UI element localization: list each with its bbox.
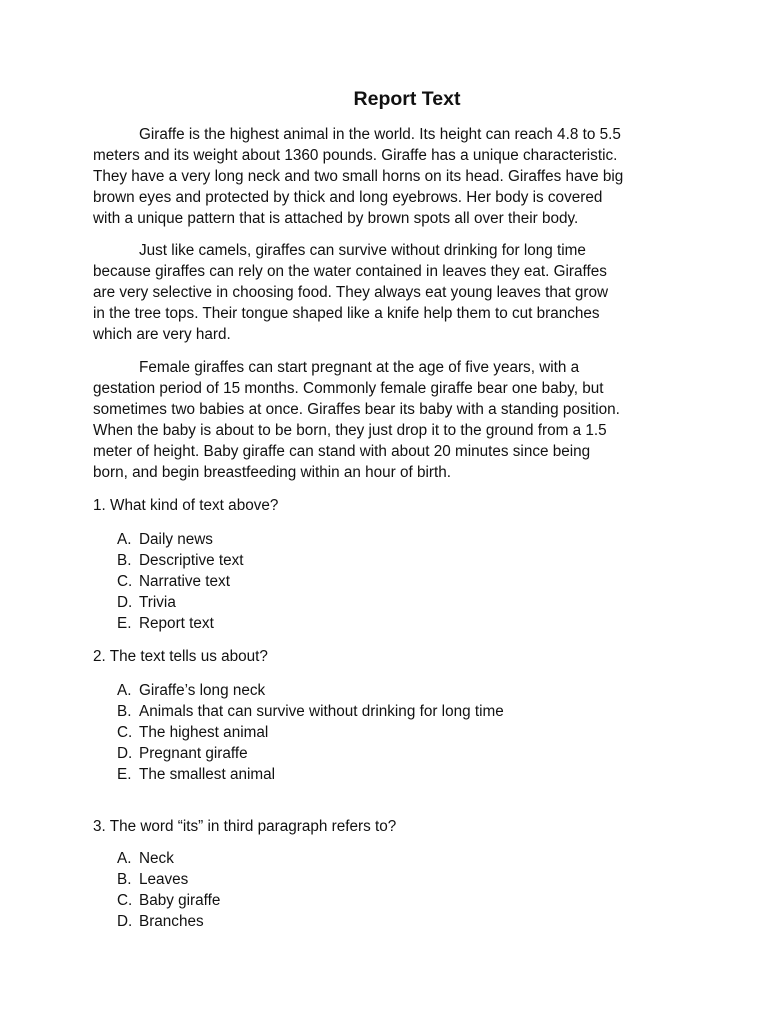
paragraph-3 <box>93 358 681 483</box>
option-letter: D. <box>117 594 133 611</box>
question-3: 3. The word “its” in third paragraph refers to? <box>93 818 397 835</box>
paragraph-line: which are very hard. <box>93 325 231 343</box>
paragraph-line: When the baby is about to be born, they just drop it to the ground from a 1.5 <box>93 421 607 439</box>
option-letter: D. <box>117 913 133 930</box>
option-c <box>117 722 504 743</box>
paragraph-line: because giraffes can rely on the water contained in leaves they eat. Giraffes <box>93 262 607 280</box>
paragraph-line: They have a very long neck and two small horns on its head. Giraffes have big <box>93 167 624 185</box>
question-2: 2. The text tells us about? <box>93 648 268 665</box>
paragraph-line: meter of height. Baby giraffe can stand with about 20 minutes since being <box>93 442 591 460</box>
paragraph-1 <box>93 125 681 230</box>
option-letter: C. <box>117 573 133 590</box>
paragraph-line: Female giraffes can start pregnant at the age of five years, with a <box>139 359 580 376</box>
option-text: Leaves <box>139 871 189 888</box>
option-text: The smallest animal <box>139 766 276 783</box>
option-c <box>117 571 244 592</box>
option-text: The highest animal <box>139 724 269 741</box>
option-text: Trivia <box>139 594 176 611</box>
paragraph-line: meters and its weight about 1360 pounds. Giraffe has a unique characteristic. <box>93 146 618 164</box>
option-a <box>117 680 504 701</box>
paragraph-line: in the tree tops. Their tongue shaped like a knife help them to cut branches <box>93 304 600 322</box>
question-3-options <box>117 848 220 932</box>
paragraph-line: born, and begin breastfeeding within an hour of birth. <box>93 463 452 481</box>
option-text: Narrative text <box>139 573 230 590</box>
option-letter: B. <box>117 552 132 569</box>
option-letter: E. <box>117 615 132 632</box>
option-text: Neck <box>139 850 174 867</box>
option-text: Branches <box>139 913 204 930</box>
page-title: Report Text <box>353 88 461 110</box>
option-a <box>117 848 220 869</box>
option-letter: A. <box>117 531 132 548</box>
paragraph-line: are very selective in choosing food. They always eat young leaves that grow <box>93 283 609 301</box>
option-text: Baby giraffe <box>139 892 221 909</box>
option-text: Pregnant giraffe <box>139 745 248 762</box>
option-letter: C. <box>117 892 133 909</box>
option-d <box>117 592 244 613</box>
question-1-options <box>117 529 244 634</box>
option-text: Report text <box>139 615 214 632</box>
option-b <box>117 869 220 890</box>
option-letter: C. <box>117 724 133 741</box>
paragraph-line: with a unique pattern that is attached by brown spots all over their body. <box>93 209 579 227</box>
option-b <box>117 550 244 571</box>
option-letter: A. <box>117 850 132 867</box>
option-text: Daily news <box>139 531 213 548</box>
option-text: Descriptive text <box>139 552 244 569</box>
option-text: Animals that can survive without drinking for long time <box>139 703 504 720</box>
paragraph-line: Just like camels, giraffes can survive without drinking for long time <box>139 242 586 259</box>
option-d <box>117 743 504 764</box>
option-letter: B. <box>117 871 132 888</box>
option-a <box>117 529 244 550</box>
option-e <box>117 613 244 634</box>
question-2-options <box>117 680 504 785</box>
paragraph-2 <box>93 241 681 346</box>
option-text: Giraffe’s long neck <box>139 682 266 699</box>
paragraph-line: gestation period of 15 months. Commonly female giraffe bear one baby, but <box>93 379 604 397</box>
option-c <box>117 890 220 911</box>
option-e <box>117 764 504 785</box>
question-1: 1. What kind of text above? <box>93 497 279 514</box>
option-letter: E. <box>117 766 132 783</box>
paragraph-line: brown eyes and protected by thick and long eyebrows. Her body is covered <box>93 188 603 206</box>
paragraph-line: sometimes two babies at once. Giraffes bear its baby with a standing position. <box>93 400 620 418</box>
paragraph-line: Giraffe is the highest animal in the world. Its height can reach 4.8 to 5.5 <box>139 126 621 143</box>
option-b <box>117 701 504 722</box>
option-letter: D. <box>117 745 133 762</box>
option-d <box>117 911 220 932</box>
option-letter: B. <box>117 703 132 720</box>
option-letter: A. <box>117 682 132 699</box>
